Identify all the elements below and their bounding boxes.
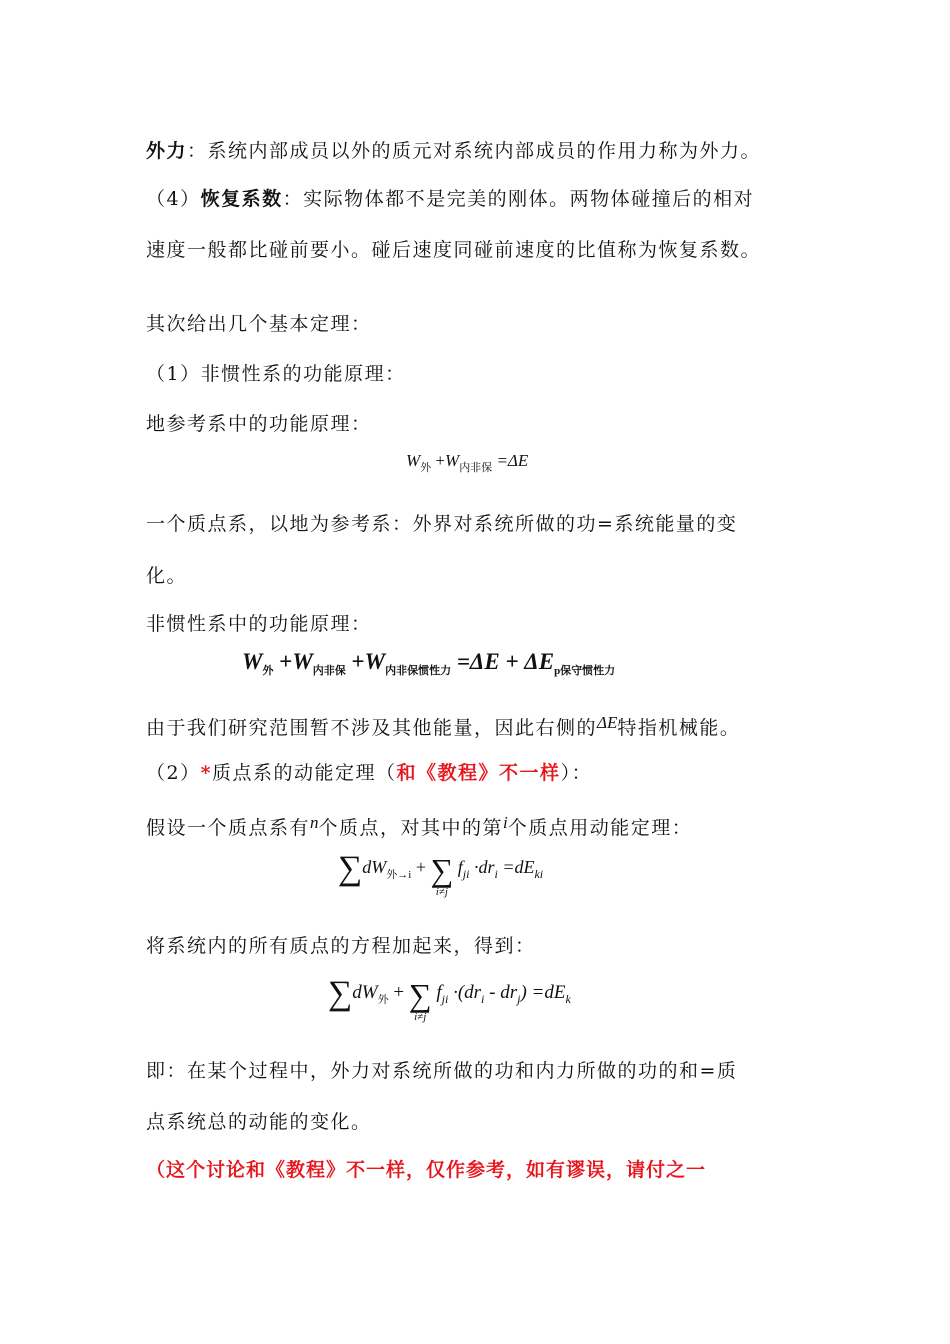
- paragraph-external-force: [146, 138, 761, 164]
- note-differs: 和《教程》不一样: [396, 762, 561, 784]
- formula-ground-frame: $W_外 +W_{内非保} =\Delta E$: [406, 451, 529, 474]
- formula-noninertial: $W_外 +W_{内非保} +W_{内非保惯性力} =\Delta E + \Delta E_{p保守惯性力}$: [242, 649, 616, 677]
- term-restitution: 恢复系数: [200, 188, 283, 210]
- paragraph-restitution: [146, 186, 754, 212]
- paragraph-conclusion-cont: 点系统总的动能的变化。: [146, 1111, 372, 1133]
- ground-frame-label: 地参考系中的功能原理：: [146, 413, 372, 435]
- heading-noninertial-work-energy: （1）非惯性系的功能原理：: [146, 363, 406, 385]
- paragraph-restitution-cont: 速度一般都比碰前要小。碰后速度同碰前速度的比值称为恢复系数。: [146, 239, 762, 261]
- text: ：系统内部成员以外的质元对系统内部成员的作用力称为外力。: [187, 140, 762, 162]
- text: ：实际物体都不是完美的刚体。两物体碰撞后的相对: [282, 188, 755, 210]
- heading-kinetic-energy-theorem: （2）*质点系的动能定理（和《教程》不一样）：: [146, 762, 593, 784]
- term-external-force: 外力: [146, 140, 188, 162]
- paragraph-conclusion: 即：在某个过程中，外力对系统所做的功和内力所做的功的和=质: [146, 1060, 738, 1082]
- formula-system: $\sum dW_外$ + ∑ i≠j $f_{ji} \cdot(dr_i - dr_j) =dE_k$: [328, 975, 571, 1023]
- paragraph-ground-explain: 一个质点系，以地为参考系：外界对系统所做的功=系统能量的变: [146, 513, 738, 535]
- paragraph-sum: 将系统内的所有质点的方程加起来，得到：: [146, 935, 536, 957]
- paragraph-mechanical-energy: 由于我们研究范围暂不涉及其他能量，因此右侧的ΔE特指机械能。: [146, 713, 741, 739]
- formula-single-particle: $\sum dW_{外\to i}$ + ∑ i≠j $f_{ji} \cdot dr_i =dE_{ki}$: [338, 850, 544, 898]
- paragraph-ground-explain-cont: 化。: [146, 565, 188, 587]
- math-delta-e: ΔE: [597, 713, 618, 732]
- paragraph-assume: 假设一个质点系有n个质点，对其中的第i个质点用动能定理：: [146, 813, 693, 839]
- item-number: （4）: [146, 188, 201, 210]
- section-intro: 其次给出几个基本定理：: [146, 313, 372, 335]
- star-mark: *: [200, 762, 213, 784]
- noninertial-label: 非惯性系中的功能原理：: [146, 613, 372, 635]
- note-disclaimer: （这个讨论和《教程》不一样，仅作参考，如有谬误，请付之一: [146, 1159, 707, 1181]
